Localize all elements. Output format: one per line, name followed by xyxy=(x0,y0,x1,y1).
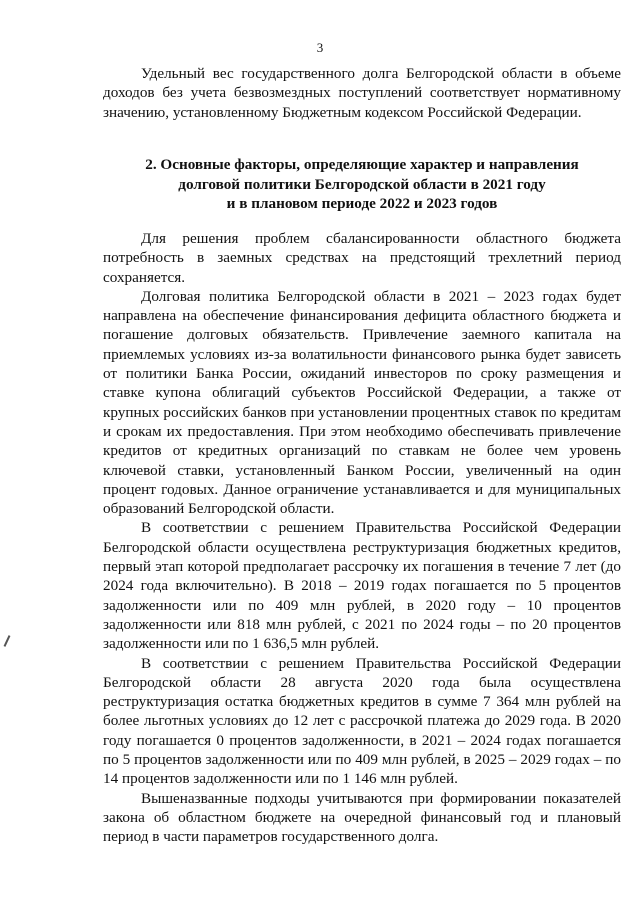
page-number: 3 xyxy=(316,40,324,55)
paragraph-restructuring-first-stage: В соответствии с решением Правительства Российской Федерации Белгородской области осуществлена реструктуризация бюджетных кредитов, первый этап которой предполагает рассрочку их погашения в течение 7 лет (до 2024 года включительно). В 2018 – 2019 годах погашается по 5 процентов задолженности или по 409 млн рублей, в 2020 году – 10 процентов задолженности или 818 млн рублей, с 2021 по 2024 годы – по 20 процентов задолженности или по 1 636,5 млн рублей. xyxy=(103,519,621,653)
body-text xyxy=(103,229,621,847)
paragraph-approaches: Вышеназванные подходы учитываются при формировании показателей закона об областном бюджете на очередной финансовый год и плановый период в части параметров государственного долга. xyxy=(103,789,621,846)
scan-mark xyxy=(4,635,11,647)
section-heading xyxy=(103,155,621,214)
intro-paragraph: Удельный вес государственного долга Белгородской области в объеме доходов без учета безвозмездных поступлений соответствует нормативному значению, установленному Бюджетным кодексом Российской Федерации. xyxy=(103,65,621,121)
paragraph-debt-policy: Долговая политика Белгородской области в 2021 – 2023 годах будет направлена на обеспечение финансирования дефицита областного бюджета и погашение долговых обязательств. Привлечение заемного капитала на приемлемых условиях из-за волатильности финансового рынка будет зависеть от политики Банка России, ожиданий инвесторов по сроку размещения и ставке купона облигаций субъектов Российской Федерации, а также от крупных российских банков при установлении процентных ставок по кредитам и срокам их предоставления. При этом необходимо обеспечивать привлечение кредитов от кредитных организаций по ставкам не более чем уровень ключевой ставки, установленный Банком России, увеличенный на один процент годовых. Данное ограничение устанавливается и для муниципальных образований Белгородской области. xyxy=(103,287,621,518)
paragraph-restructuring-remainder: В соответствии с решением Правительства Российской Федерации Белгородской области 28 августа 2020 года была осуществлена реструктуризация остатка бюджетных кредитов в сумме 7 364 млн рублей на более льготных условиях до 12 лет с рассрочкой платежа до 2029 года. В 2020 году погашается 0 процентов задолженности, в 2021 – 2024 годах погашается по 5 процентов задолженности или по 409 млн рублей, в 2025 – 2029 годах – по 14 процентов задолженности или по 1 146 млн рублей. xyxy=(103,654,621,788)
section-heading-line-3: и в плановом периоде 2022 и 2023 годов xyxy=(226,195,498,212)
section-heading-line-1: 2. Основные факторы, определяющие характер и направления xyxy=(145,156,579,173)
section-heading-line-2: долговой политики Белгородской области в 2021 году xyxy=(178,175,546,193)
paragraph-need-for-borrowing: Для решения проблем сбалансированности областного бюджета потребность в заемных средствах на предстоящий трехлетний период сохраняется. xyxy=(103,230,621,286)
intro-paragraph-block xyxy=(103,64,621,122)
